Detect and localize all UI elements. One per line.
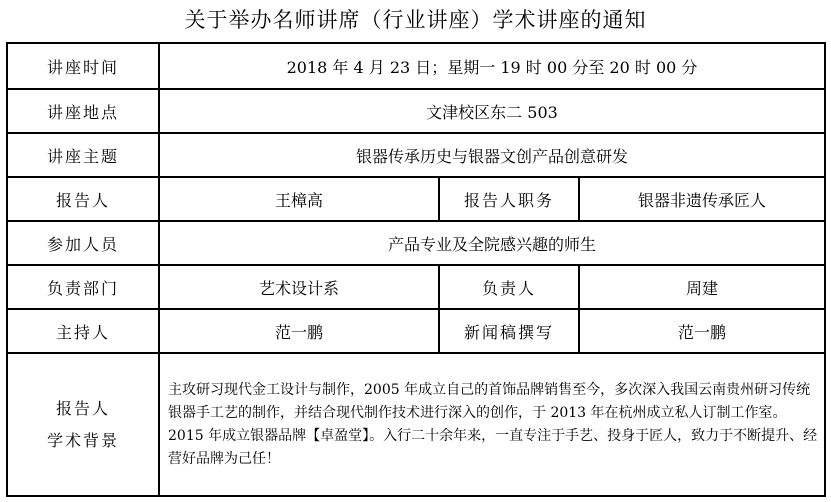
responsible-label: 负责人 [439, 265, 579, 309]
background-label-line2: 学术背景 [46, 430, 119, 450]
press-writer-label: 新闻稿撰写 [439, 309, 579, 353]
topic-value: 银器传承历史与银器文创产品创意研发 [159, 133, 825, 177]
background-label-line1: 报告人 [55, 398, 110, 418]
table-row-background [7, 353, 825, 496]
dept-value: 艺术设计系 [159, 265, 439, 309]
attendees-label: 参加人员 [7, 221, 159, 265]
table-row-topic [7, 133, 825, 177]
place-value: 文津校区东二 503 [159, 89, 825, 133]
lecture-info-table [6, 42, 826, 497]
background-label [7, 353, 159, 496]
background-text: 主攻研习现代金工设计与制作，2005 年成立自己的首饰品牌销售至今，多次深入我国云南贵州研习传统银器手工艺的制作，并结合现代制作技术进行深入的创作，于 2013 年在杭州成立私人订制工作室。2015 年成立银器品牌【卓盈堂】。入行二十余年来，一直专注于手艺、投身于匠人，致力于不断提升、经营好品牌为己任！ [159, 353, 825, 496]
speaker-title-label: 报告人职务 [439, 177, 579, 221]
topic-label: 讲座主题 [7, 133, 159, 177]
time-label: 讲座时间 [7, 43, 159, 89]
table-row-dept [7, 265, 825, 309]
table-row-speaker [7, 177, 825, 221]
table-row-place [7, 89, 825, 133]
place-label: 讲座地点 [7, 89, 159, 133]
page-title: 关于举办名师讲席（行业讲座）学术讲座的通知 [184, 8, 647, 32]
host-value: 范一鹏 [159, 309, 439, 353]
attendees-value: 产品专业及全院感兴趣的师生 [159, 221, 825, 265]
press-writer-value: 范一鹏 [579, 309, 825, 353]
table-row-time [7, 43, 825, 89]
dept-label: 负责部门 [7, 265, 159, 309]
table-row-host [7, 309, 825, 353]
host-label: 主持人 [7, 309, 159, 353]
table-row-attendees [7, 221, 825, 265]
time-value: 2018 年 4 月 23 日；星期一 19 时 00 分至 20 时 00 分 [159, 43, 825, 89]
speaker-title-value: 银器非遗传承匠人 [579, 177, 825, 221]
responsible-value: 周建 [579, 265, 825, 309]
speaker-value: 王樟高 [159, 177, 439, 221]
speaker-label: 报告人 [7, 177, 159, 221]
